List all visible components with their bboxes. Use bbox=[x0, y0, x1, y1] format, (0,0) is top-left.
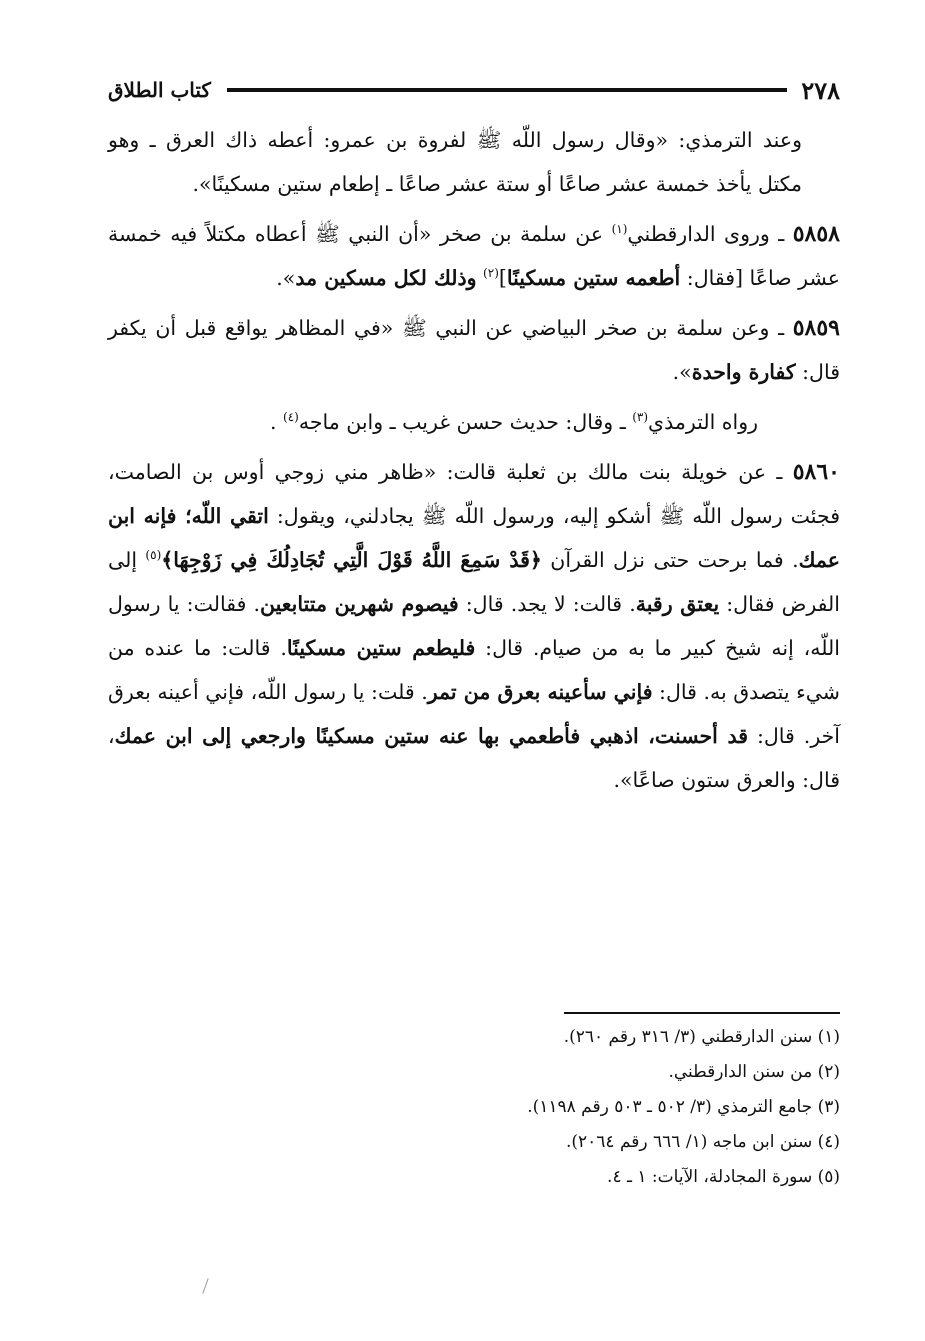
scan-mark bbox=[202, 1278, 208, 1293]
narration-note: رواه الترمذي$^{(٣)}$ ـ وقال: حديث حسن غريب ـ وابن ماجه$^{(٤)}$ . bbox=[269, 410, 759, 434]
hadith-number: ٥٨٥٩ bbox=[792, 315, 840, 341]
footnote-ref[interactable]: (٣) bbox=[632, 410, 649, 425]
footnote-2: (٢) من سنن الدارقطني. bbox=[668, 1062, 840, 1082]
hadith-5860: ٥٨٦٠ ـ عن خويلة بنت مالك بن ثعلبة قالت: «ظاهر مني زوجي أوس بن الصامت، فجئت رسول اللّه ﷺ أشكو إليه، ورسول اللّه ﷺ يجادلني، ويقول: اتقي اللّه؛ فإنه ابن عمك. فما برحت حتى نزل القرآن ﴿قَدْ سَمِعَ اللَّهُ قَوْلَ الَّتِي تُجَادِلُكَ فِي زَوْجِهَا﴾$^{(٥)}$ إلى الفرض فقال: يعتق رقبة. قالت: لا يجد. قال: فيصوم شهرين متتابعين. فقالت: يا رسول اللّه، إنه شيخ كبير ما به من صيام. قال: فليطعم ستين مسكينًا. قالت: ما عنده من شيء يتصدق به. قال: فإني سأعينه بعرق من تمر. قلت: يا رسول اللّه، فإني أعينه بعرق آخر. قال: قد أحسنت، اذهبي فأطعمي بها عنه ستين مسكينًا وارجعي إلى ابن عمك، قال: والعرق ستون صاعًا». bbox=[108, 459, 841, 792]
footnote-1: (١) سنن الدارقطني (٣/ ٣١٦ رقم ٢٦٠). bbox=[563, 1027, 840, 1047]
footnote-ref[interactable]: (٥) bbox=[145, 548, 162, 563]
footnote-5: (٥) سورة المجادلة، الآيات: ١ ـ ٤. bbox=[607, 1167, 840, 1187]
footnotes bbox=[280, 1020, 840, 1195]
quran-verse: ﴿قَدْ سَمِعَ اللَّهُ قَوْلَ الَّتِي تُجَادِلُكَ فِي زَوْجِهَا﴾ bbox=[161, 548, 542, 572]
hadith-number: ٥٨٦٠ bbox=[792, 459, 840, 485]
footnote-3: (٣) جامع الترمذي (٣/ ٥٠٢ ـ ٥٠٣ رقم ١١٩٨). bbox=[527, 1097, 840, 1117]
book-title: كتاب الطلاق bbox=[108, 78, 211, 102]
page-header bbox=[108, 70, 840, 110]
hadith-5858: ٥٨٥٨ ـ وروى الدارقطني$^{(١)}$ عن سلمة بن صخر «أن النبي ﷺ أعطاه مكتلاً فيه خمسة عشر صاعًا [فقال: أطعمه ستين مسكينًا]$^{(٢)}$ وذلك لكل مسكين مد». bbox=[108, 221, 840, 290]
footnote-ref[interactable]: (٤) bbox=[283, 410, 299, 425]
footnote-ref[interactable]: (١) bbox=[611, 222, 628, 237]
header-rule bbox=[227, 88, 787, 92]
footnote-separator bbox=[564, 1012, 840, 1014]
paragraph-tirmidhi: وعند الترمذي: «وقال رسول اللّه ﷺ لفروة بن عمرو: أعطه ذاك العرق ـ وهو مكتل يأخذ خمسة عشر صاعًا أو ستة عشر صاعًا ـ إطعام ستين مسكينًا». bbox=[108, 128, 802, 196]
footnote-4: (٤) سنن ابن ماجه (١/ ٦٦٦ رقم ٢٠٦٤). bbox=[565, 1132, 840, 1152]
hadith-5859: ٥٨٥٩ ـ وعن سلمة بن صخر البياضي عن النبي ﷺ «في المظاهر يواقع قبل أن يكفر قال: كفارة واحدة». bbox=[108, 315, 840, 384]
page-number: ٢٧٨ bbox=[801, 75, 840, 105]
footnote-ref[interactable]: (٢) bbox=[483, 266, 499, 281]
hadith-number: ٥٨٥٨ bbox=[792, 221, 840, 247]
main-text bbox=[108, 118, 840, 802]
